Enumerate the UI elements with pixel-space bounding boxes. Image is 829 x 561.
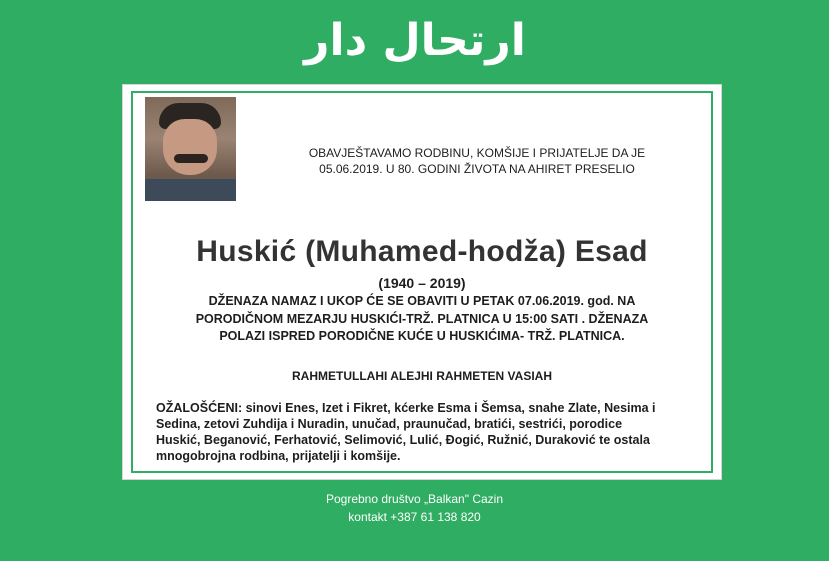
- deceased-photo: [145, 97, 236, 201]
- mourners-line: Sedina, zetovi Zuhdija i Nuradin, unučad, praunučad, bratići, sestrići, porodice: [156, 417, 623, 431]
- funeral-company: Pogrebno društvo „Balkan" Cazin: [325, 492, 504, 506]
- announcement-line: 05.06.2019. U 80. GODINI ŽIVOTA NA AHIRET PRESELIO: [319, 162, 635, 176]
- funeral-details: [173, 293, 671, 346]
- funeral-line: DŽENAZA NAMAZ I UKOP ĆE SE OBAVITI U PETAK 07.06.2019. god. NA: [208, 294, 636, 308]
- announcement-text: [247, 145, 707, 177]
- funeral-line: POLAZI ISPRED PORODIČNE KUĆE U HUSKIĆIMA- TRŽ. PLATNICA.: [219, 329, 625, 343]
- mourners-line: Huskić, Beganović, Ferhatović, Selimović, Lulić, Đogić, Ružnić, Duraković te ostala: [156, 433, 650, 447]
- mourners-line: OŽALOŠĆENI: sinovi Enes, Izet i Fikret, kćerke Esma i Šemsa, snahe Zlate, Nesima i: [156, 401, 656, 415]
- mourners-line: mnogobrojna rodbina, prijatelji i komšije.: [156, 449, 401, 463]
- funeral-line: PORODIČNOM MEZARJU HUSKIĆI-TRŽ. PLATNICA U 15:00 SATI . DŽENAZA: [195, 311, 649, 326]
- obituary-card: [122, 84, 722, 480]
- announcement-line: OBAVJEŠTAVAMO RODBINU, KOMŠIJE I PRIJATELJE DA JE: [308, 146, 646, 160]
- calligraphy-heading: ارتحال دار: [304, 15, 526, 66]
- mourners-list: [156, 400, 713, 464]
- deceased-name: Huskić (Muhamed-hodža) Esad: [196, 235, 648, 268]
- life-years: (1940 – 2019): [378, 275, 466, 291]
- contact-phone: kontakt +387 61 138 820: [348, 510, 481, 524]
- footer: [0, 490, 829, 526]
- prayer-text: RAHMETULLAHI ALEJHI RAHMETEN VASIAH: [292, 369, 552, 383]
